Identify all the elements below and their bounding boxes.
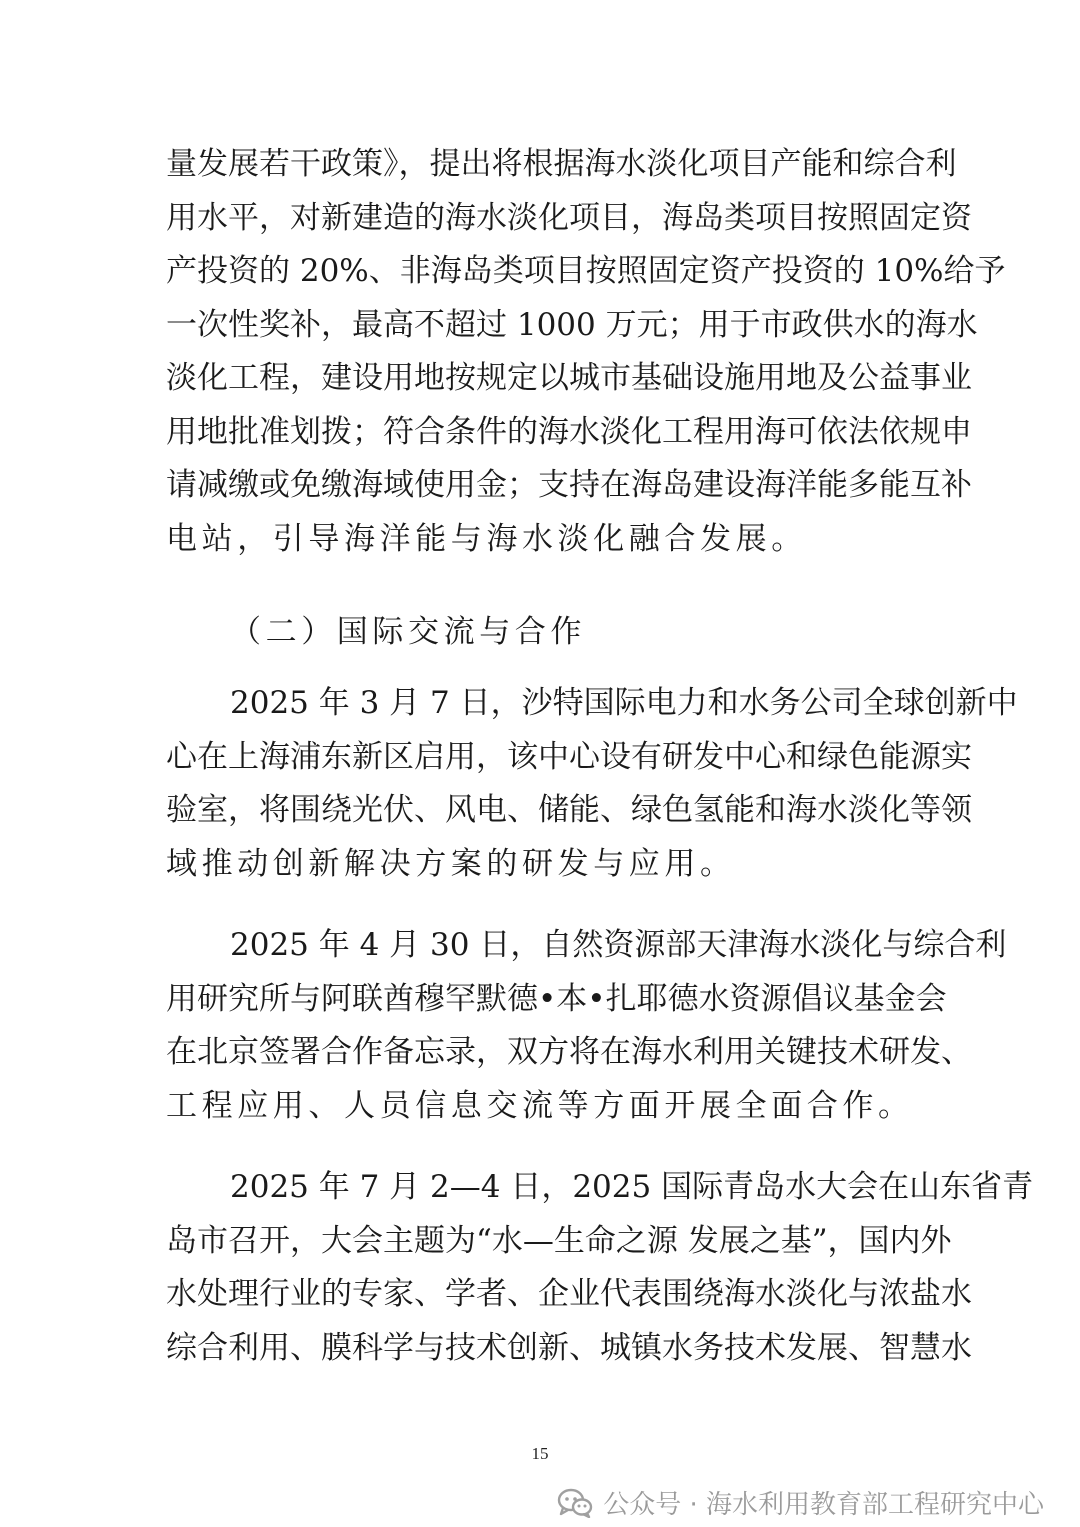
- paragraph-4-line-3: 水处理行业的专家、学者、企业代表围绕海水淡化与浓盐水: [166, 1276, 972, 1312]
- paragraph-3-line-3: 在北京签署合作备忘录，双方将在海水利用关键技术研发、: [166, 1034, 972, 1070]
- paragraph-3-line-4: 工程应用、人员信息交流等方面开展全面合作。: [166, 1088, 914, 1124]
- paragraph-1-line-4: 一次性奖补，最高不超过 1000 万元；用于市政供水的海水: [166, 307, 978, 343]
- page-number: 15: [531, 1444, 549, 1463]
- paragraph-2-line-4: 域推动创新解决方案的研发与应用。: [166, 846, 736, 882]
- paragraph-1-line-6: 用地批准划拨；符合条件的海水淡化工程用海可依法依规申: [166, 414, 972, 450]
- paragraph-2-line-3: 验室，将围绕光伏、风电、储能、绿色氢能和海水淡化等领: [166, 792, 972, 828]
- paragraph-4-line-2: 岛市召开，大会主题为“水—生命之源 发展之基”，国内外: [166, 1223, 952, 1259]
- paragraph-1-line-3: 产投资的 20%、非海岛类项目按照固定资产投资的 10%给予: [166, 253, 1006, 289]
- paragraph-3-line-2: 用研究所与阿联酋穆罕默德•本•扎耶德水资源倡议基金会: [166, 981, 947, 1017]
- watermark: [557, 1484, 1044, 1521]
- paragraph-1-line-7: 请减缴或免缴海域使用金；支持在海岛建设海洋能多能互补: [166, 467, 972, 503]
- wechat-icon: [557, 1488, 593, 1518]
- paragraph-1-line-1: 量发展若干政策》，提出将根据海水淡化项目产能和综合利: [166, 146, 957, 182]
- paragraph-1-line-5: 淡化工程，建设用地按规定以城市基础设施用地及公益事业: [166, 360, 972, 396]
- paragraph-1-line-2: 用水平，对新建造的海水淡化项目，海岛类项目按照固定资: [166, 200, 972, 236]
- paragraph-1-line-8: 电站，引导海洋能与海水淡化融合发展。: [166, 521, 807, 557]
- paragraph-4-line-1: 2025 年 7 月 2—4 日，2025 国际青岛水大会在山东省青: [230, 1169, 1034, 1205]
- paragraph-4-line-4: 综合利用、膜科学与技术创新、城镇水务技术发展、智慧水: [166, 1330, 972, 1366]
- watermark-text: 公众号 · 海水利用教育部工程研究中心: [603, 1490, 1044, 1520]
- paragraph-2-line-2: 心在上海浦东新区启用，该中心设有研发中心和绿色能源实: [166, 739, 972, 775]
- paragraph-2-line-1: 2025 年 3 月 7 日，沙特国际电力和水务公司全球创新中: [230, 685, 1018, 721]
- section-heading: （二）国际交流与合作: [230, 614, 586, 650]
- paragraph-3-line-1: 2025 年 4 月 30 日，自然资源部天津海水淡化与综合利: [230, 927, 1007, 963]
